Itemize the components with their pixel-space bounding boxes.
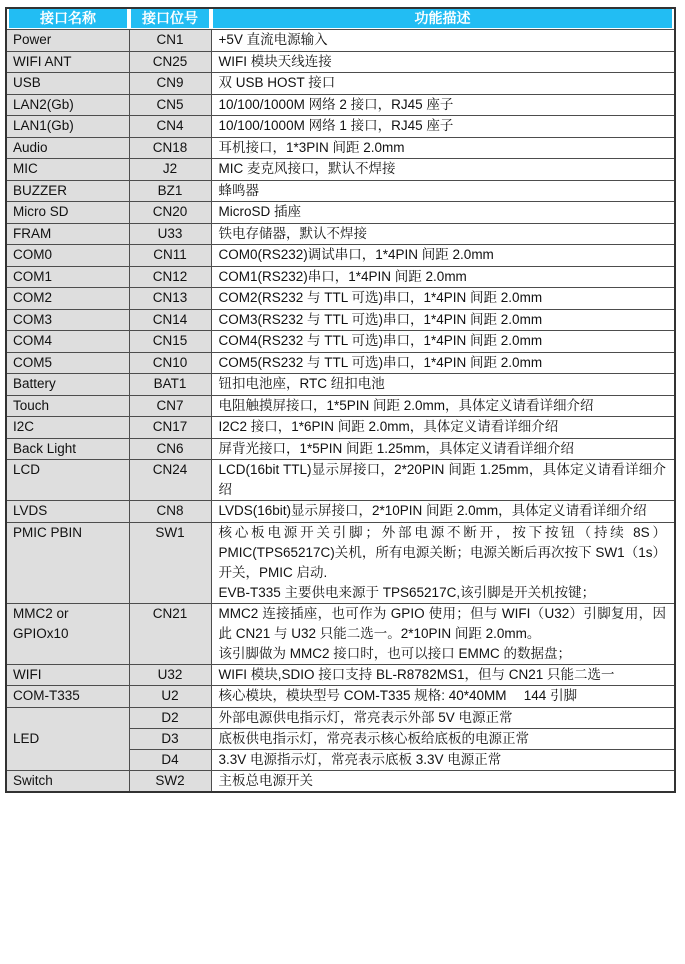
interface-desc-cell bbox=[211, 664, 675, 686]
interface-ref-cell: CN21 bbox=[129, 603, 211, 664]
interface-desc-cell bbox=[211, 728, 675, 749]
interface-desc-cell bbox=[211, 266, 675, 288]
table-row bbox=[6, 116, 675, 138]
interface-table-body bbox=[6, 30, 675, 793]
desc-paragraph: I2C2 接口，1*6PIN 间距 2.0mm，具体定义请看详细介绍 bbox=[218, 419, 559, 434]
interface-ref-cell: CN14 bbox=[129, 309, 211, 331]
interface-name-cell: Power bbox=[6, 30, 129, 52]
interface-name-cell: Battery bbox=[6, 374, 129, 396]
desc-paragraph: WIFI 模块天线连接 bbox=[218, 53, 332, 69]
table-row bbox=[6, 374, 675, 396]
table-row bbox=[6, 223, 675, 245]
interface-desc-cell bbox=[211, 245, 675, 267]
interface-name-cell: Audio bbox=[6, 137, 129, 159]
desc-paragraph: LCD(16bit TTL)显示屏接口，2*20PIN 间距 1.25mm，具体定义请看详细介绍 bbox=[218, 462, 666, 497]
desc-paragraph: MicroSD 插座 bbox=[218, 204, 302, 219]
desc-paragraph: COM0(RS232)调试串口，1*4PIN 间距 2.0mm bbox=[218, 247, 494, 262]
document-page bbox=[0, 7, 685, 964]
interface-ref-cell: D2 bbox=[129, 707, 211, 728]
interface-ref-cell: CN20 bbox=[129, 202, 211, 224]
interface-ref-cell: CN17 bbox=[129, 417, 211, 439]
desc-paragraph: 铁电存储器，默认不焊接 bbox=[218, 225, 367, 241]
table-row bbox=[6, 664, 675, 686]
table-row bbox=[6, 51, 675, 73]
interface-name-cell: COM5 bbox=[6, 352, 129, 374]
interface-name-cell: MIC bbox=[6, 159, 129, 181]
interface-ref-cell: CN11 bbox=[129, 245, 211, 267]
interface-ref-cell: CN24 bbox=[129, 460, 211, 501]
desc-paragraph: 电阻触摸屏接口，1*5PIN 间距 2.0mm，具体定义请看详细介绍 bbox=[218, 397, 594, 413]
interface-ref-cell: CN8 bbox=[129, 501, 211, 523]
desc-paragraph: WIFI 模块,SDIO 接口支持 BL-R8782MS1，但与 CN21 只能二选一 bbox=[218, 666, 615, 682]
interface-ref-cell: CN9 bbox=[129, 73, 211, 95]
interface-ref-cell: SW2 bbox=[129, 770, 211, 792]
table-row bbox=[6, 137, 675, 159]
desc-paragraph: 核心板电源开关引脚；外部电源不断开，按下按钮（持续 8S）PMIC(TPS65217C)关机，所有电源关断；电源关断后再次按下 SW1（1s）开关，PMIC 启动. bbox=[218, 524, 666, 580]
desc-paragraph: 该引脚做为 MMC2 接口时，也可以接口 EMMC 的数据盘； bbox=[218, 645, 571, 661]
desc-paragraph: 蜂鸣器 bbox=[218, 182, 259, 198]
interface-name-cell: LVDS bbox=[6, 501, 129, 523]
interface-name-cell: LAN2(Gb) bbox=[6, 94, 129, 116]
interface-desc-cell bbox=[211, 417, 675, 439]
interface-name-cell: WIFI bbox=[6, 664, 129, 686]
desc-paragraph: COM5(RS232 与 TTL 可选)串口，1*4PIN 间距 2.0mm bbox=[218, 354, 543, 370]
interface-ref-cell: CN15 bbox=[129, 331, 211, 353]
interface-name-cell: LED bbox=[6, 707, 129, 770]
table-row bbox=[6, 94, 675, 116]
desc-paragraph: EVB-T335 主要供电来源于 TPS65217C,该引脚是开关机按键； bbox=[218, 584, 596, 600]
interface-desc-cell bbox=[211, 30, 675, 52]
interface-name-cell: I2C bbox=[6, 417, 129, 439]
interface-desc-cell bbox=[211, 603, 675, 664]
interface-table bbox=[5, 7, 676, 793]
desc-paragraph: LVDS(16bit)显示屏接口，2*10PIN 间距 2.0mm，具体定义请看详细介绍 bbox=[218, 503, 647, 518]
header-cell-name bbox=[6, 8, 129, 30]
interface-desc-cell bbox=[211, 395, 675, 417]
interface-ref-cell: CN4 bbox=[129, 116, 211, 138]
table-row bbox=[6, 309, 675, 331]
table-row bbox=[6, 245, 675, 267]
interface-ref-cell: CN7 bbox=[129, 395, 211, 417]
table-row bbox=[6, 288, 675, 310]
interface-desc-cell bbox=[211, 223, 675, 245]
interface-desc-cell bbox=[211, 288, 675, 310]
interface-name-cell: WIFI ANT bbox=[6, 51, 129, 73]
interface-ref-cell: D4 bbox=[129, 749, 211, 770]
interface-name-cell: LAN1(Gb) bbox=[6, 116, 129, 138]
interface-ref-cell: CN13 bbox=[129, 288, 211, 310]
table-row bbox=[6, 686, 675, 708]
interface-name-cell: COM-T335 bbox=[6, 686, 129, 708]
header-label-ref: 接口位号 bbox=[131, 9, 209, 28]
interface-ref-cell: D3 bbox=[129, 728, 211, 749]
interface-desc-cell bbox=[211, 374, 675, 396]
interface-desc-cell bbox=[211, 686, 675, 708]
interface-name-cell: MMC2 or GPIOx10 bbox=[6, 603, 129, 664]
table-row bbox=[6, 770, 675, 792]
desc-paragraph: COM1(RS232)串口，1*4PIN 间距 2.0mm bbox=[218, 268, 467, 284]
interface-name-cell: Touch bbox=[6, 395, 129, 417]
interface-desc-cell bbox=[211, 331, 675, 353]
interface-desc-cell bbox=[211, 116, 675, 138]
interface-ref-cell: CN18 bbox=[129, 137, 211, 159]
table-row bbox=[6, 331, 675, 353]
desc-paragraph: 10/100/1000M 网络 1 接口，RJ45 座子 bbox=[218, 118, 454, 133]
interface-ref-cell: CN6 bbox=[129, 438, 211, 460]
interface-desc-cell bbox=[211, 501, 675, 523]
interface-ref-cell: U33 bbox=[129, 223, 211, 245]
table-row bbox=[6, 460, 675, 501]
interface-name-cell: COM2 bbox=[6, 288, 129, 310]
interface-desc-cell bbox=[211, 202, 675, 224]
desc-paragraph: MIC 麦克风接口，默认不焊接 bbox=[218, 161, 396, 176]
header-label-desc: 功能描述 bbox=[213, 9, 672, 28]
interface-name-cell: LCD bbox=[6, 460, 129, 501]
header-cell-desc bbox=[211, 8, 675, 30]
table-row bbox=[6, 522, 675, 603]
table-row bbox=[6, 159, 675, 181]
desc-paragraph: 底板供电指示灯，常亮表示核心板给底板的电源正常 bbox=[218, 730, 529, 746]
interface-name-cell: BUZZER bbox=[6, 180, 129, 202]
interface-desc-cell bbox=[211, 522, 675, 603]
desc-paragraph: 双 USB HOST 接口 bbox=[218, 75, 336, 90]
desc-paragraph: COM2(RS232 与 TTL 可选)串口，1*4PIN 间距 2.0mm bbox=[218, 290, 543, 305]
desc-paragraph: +5V 直流电源输入 bbox=[218, 32, 328, 47]
interface-name-cell: FRAM bbox=[6, 223, 129, 245]
interface-desc-cell bbox=[211, 707, 675, 728]
interface-desc-cell bbox=[211, 309, 675, 331]
interface-ref-cell: BAT1 bbox=[129, 374, 211, 396]
interface-ref-cell: SW1 bbox=[129, 522, 211, 603]
desc-paragraph: COM4(RS232 与 TTL 可选)串口，1*4PIN 间距 2.0mm bbox=[218, 333, 543, 348]
interface-desc-cell bbox=[211, 159, 675, 181]
table-row bbox=[6, 202, 675, 224]
interface-desc-cell bbox=[211, 770, 675, 792]
table-row bbox=[6, 395, 675, 417]
table-header-row bbox=[6, 8, 675, 30]
desc-paragraph: 核心模块，模块型号 COM-T335 规格: 40*40MM 144 引脚 bbox=[218, 688, 578, 703]
interface-desc-cell bbox=[211, 73, 675, 95]
table-row bbox=[6, 180, 675, 202]
desc-paragraph: 钮扣电池座，RTC 纽扣电池 bbox=[218, 376, 385, 391]
desc-paragraph: 主板总电源开关 bbox=[218, 772, 313, 788]
interface-name-cell: USB bbox=[6, 73, 129, 95]
desc-paragraph: 10/100/1000M 网络 2 接口，RJ45 座子 bbox=[218, 96, 454, 112]
interface-name-cell: Micro SD bbox=[6, 202, 129, 224]
table-row bbox=[6, 30, 675, 52]
interface-desc-cell bbox=[211, 460, 675, 501]
interface-name-cell: COM1 bbox=[6, 266, 129, 288]
interface-desc-cell bbox=[211, 51, 675, 73]
table-row bbox=[6, 352, 675, 374]
table-row bbox=[6, 266, 675, 288]
desc-paragraph: COM3(RS232 与 TTL 可选)串口，1*4PIN 间距 2.0mm bbox=[218, 311, 543, 327]
desc-paragraph: 耳机接口，1*3PIN 间距 2.0mm bbox=[218, 139, 405, 155]
interface-desc-cell bbox=[211, 180, 675, 202]
interface-desc-cell bbox=[211, 94, 675, 116]
table-row bbox=[6, 73, 675, 95]
desc-paragraph: 3.3V 电源指示灯，常亮表示底板 3.3V 电源正常 bbox=[218, 751, 502, 767]
interface-ref-cell: U32 bbox=[129, 664, 211, 686]
interface-name-cell: COM3 bbox=[6, 309, 129, 331]
interface-name-cell: Back Light bbox=[6, 438, 129, 460]
interface-ref-cell: U2 bbox=[129, 686, 211, 708]
interface-ref-cell: CN5 bbox=[129, 94, 211, 116]
interface-desc-cell bbox=[211, 749, 675, 770]
table-row bbox=[6, 417, 675, 439]
interface-name-cell: Switch bbox=[6, 770, 129, 792]
table-row bbox=[6, 707, 675, 728]
desc-paragraph: MMC2 连接插座，也可作为 GPIO 使用；但与 WIFI（U32）引脚复用，因此 CN21 与 U32 只能二选一。2*10PIN 间距 2.0mm。 bbox=[218, 605, 666, 641]
table-row bbox=[6, 501, 675, 523]
header-label-name: 接口名称 bbox=[9, 9, 127, 28]
interface-desc-cell bbox=[211, 352, 675, 374]
table-row bbox=[6, 438, 675, 460]
interface-ref-cell: BZ1 bbox=[129, 180, 211, 202]
desc-paragraph: 屏背光接口，1*5PIN 间距 1.25mm，具体定义请看详细介绍 bbox=[218, 440, 575, 456]
interface-name-cell: COM4 bbox=[6, 331, 129, 353]
interface-ref-cell: CN12 bbox=[129, 266, 211, 288]
table-row bbox=[6, 603, 675, 664]
interface-ref-cell: J2 bbox=[129, 159, 211, 181]
header-cell-ref bbox=[129, 8, 211, 30]
interface-desc-cell bbox=[211, 438, 675, 460]
interface-name-cell: COM0 bbox=[6, 245, 129, 267]
interface-name-cell: PMIC PBIN bbox=[6, 522, 129, 603]
interface-ref-cell: CN25 bbox=[129, 51, 211, 73]
interface-ref-cell: CN1 bbox=[129, 30, 211, 52]
desc-paragraph: 外部电源供电指示灯，常亮表示外部 5V 电源正常 bbox=[218, 709, 513, 725]
interface-ref-cell: CN10 bbox=[129, 352, 211, 374]
interface-desc-cell bbox=[211, 137, 675, 159]
